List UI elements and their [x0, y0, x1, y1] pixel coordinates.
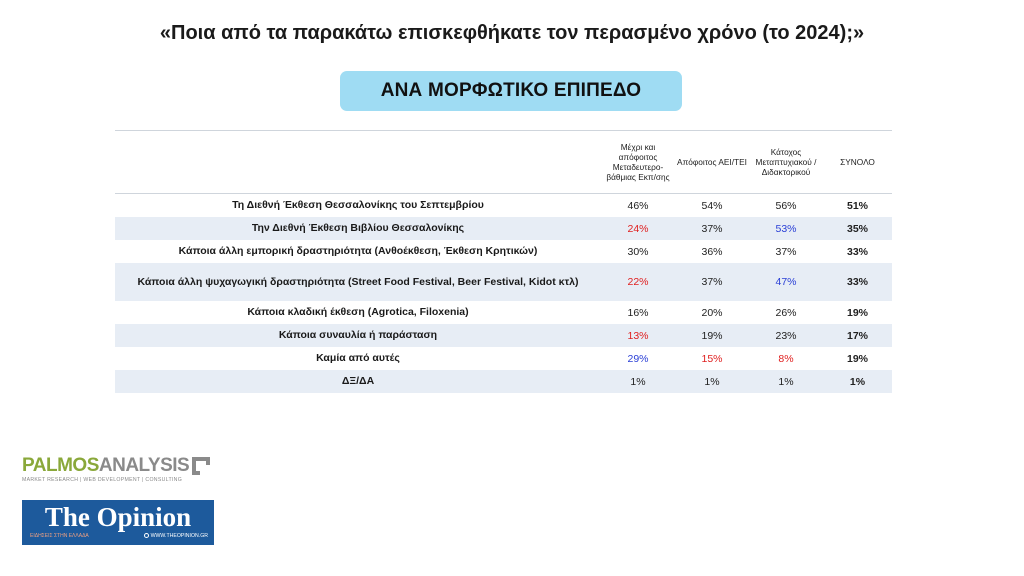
cell-value: 1% — [749, 370, 823, 393]
cell-value: 56% — [775, 199, 797, 212]
table-row — [115, 194, 892, 218]
header-col-total: ΣΥΝΟΛΟ — [823, 131, 892, 194]
cell-value: 13% — [601, 324, 675, 347]
cell-total: 17% — [823, 324, 892, 347]
cell-value: 1% — [601, 370, 675, 393]
row-label: Την Διεθνή Έκθεση Βιβλίου Θεσσαλονίκης — [115, 217, 601, 240]
cell-total: 51% — [846, 199, 868, 212]
cell-value: 8% — [778, 352, 794, 365]
cell-value: 46% — [627, 199, 649, 212]
cell-value: 16% — [627, 306, 649, 319]
table-row — [115, 240, 892, 263]
cell-value: 30% — [627, 245, 649, 258]
row-label: Τη Διεθνή Έκθεση Θεσσαλονίκης του Σεπτεμβρίου — [232, 199, 484, 211]
row-label: Κάποια κλαδική έκθεση (Agrotica, Filoxenia) — [247, 306, 469, 318]
header-col-postgraduate: Κάτοχος Μεταπτυχιακού / Διδακτορικού — [749, 131, 823, 194]
row-label: Κάποια άλλη ψυχαγωγική δραστηριότητα (Street Food Festival, Beer Festival, Kidot κτλ) — [115, 263, 601, 301]
opinion-website-text: WWW.THEOPINION.GR — [150, 533, 208, 539]
cell-value: 1% — [675, 370, 749, 393]
table-row — [115, 301, 892, 324]
cell-value: 15% — [701, 352, 723, 365]
globe-icon — [144, 533, 149, 538]
cell-total: 35% — [823, 217, 892, 240]
palmos-analysis-logo — [22, 456, 214, 488]
row-label: Καμία από αυτές — [316, 352, 400, 364]
cell-total: 19% — [846, 306, 868, 319]
palmos-wordmark — [22, 456, 189, 476]
cell-value: 23% — [749, 324, 823, 347]
table-row — [115, 324, 892, 347]
cell-value: 29% — [627, 352, 649, 365]
header-col-university: Απόφοιτος ΑΕΙ/ΤΕΙ — [675, 131, 749, 194]
cell-value: 26% — [775, 306, 797, 319]
cell-total: 19% — [846, 352, 868, 365]
cell-total: 1% — [823, 370, 892, 393]
row-label: ΔΞ/ΔΑ — [115, 370, 601, 393]
row-label: Κάποια άλλη εμπορική δραστηριότητα (Ανθοέκθεση, Έκθεση Κρητικών) — [178, 245, 538, 257]
subtitle-text: ΑΝΑ ΜΟΡΦΩΤΙΚΟ ΕΠΙΠΕΔΟ — [380, 80, 642, 101]
cell-value: 37% — [675, 217, 749, 240]
table-row — [115, 263, 892, 301]
the-opinion-logo — [22, 500, 214, 545]
table-row — [115, 347, 892, 370]
palmos-wordmark-part2: ANALYSIS — [98, 455, 190, 476]
subtitle-banner — [340, 71, 682, 111]
palmos-wordmark-part1: PALMOS — [22, 455, 99, 476]
cell-value: 24% — [601, 217, 675, 240]
cell-value: 37% — [675, 263, 749, 301]
opinion-tagline: ΕΙΔΗΣΕΙΣ ΣΤΗΝ ΕΛΛΑΔΑ — [30, 533, 89, 539]
cell-value: 37% — [775, 245, 797, 258]
page-title: «Ποια από τα παρακάτω επισκεφθήκατε τον περασμένο χρόνο (το 2024);» — [159, 22, 865, 44]
cell-total: 33% — [823, 263, 892, 301]
opinion-website — [144, 533, 208, 539]
table-row — [115, 370, 892, 393]
table-header-row — [115, 131, 892, 194]
results-table — [115, 130, 892, 393]
cell-value: 20% — [701, 306, 723, 319]
palmos-tagline: MARKET RESEARCH | WEB DEVELOPMENT | CONSULTING — [22, 477, 183, 483]
cell-total: 33% — [846, 245, 868, 258]
row-label: Κάποια συναυλία ή παράσταση — [115, 324, 601, 347]
table-row — [115, 217, 892, 240]
cell-value: 36% — [701, 245, 723, 258]
cell-value: 22% — [601, 263, 675, 301]
cell-value: 54% — [701, 199, 723, 212]
opinion-wordmark: The Opinion — [44, 502, 192, 532]
header-empty — [115, 131, 601, 194]
cell-value: 47% — [749, 263, 823, 301]
cell-value: 53% — [749, 217, 823, 240]
header-col-secondary: Μέχρι και απόφοιτος Μεταδευτερο-βάθμιας Εκπ/σης — [601, 131, 675, 194]
cell-value: 19% — [675, 324, 749, 347]
palmos-square-icon — [192, 457, 210, 475]
